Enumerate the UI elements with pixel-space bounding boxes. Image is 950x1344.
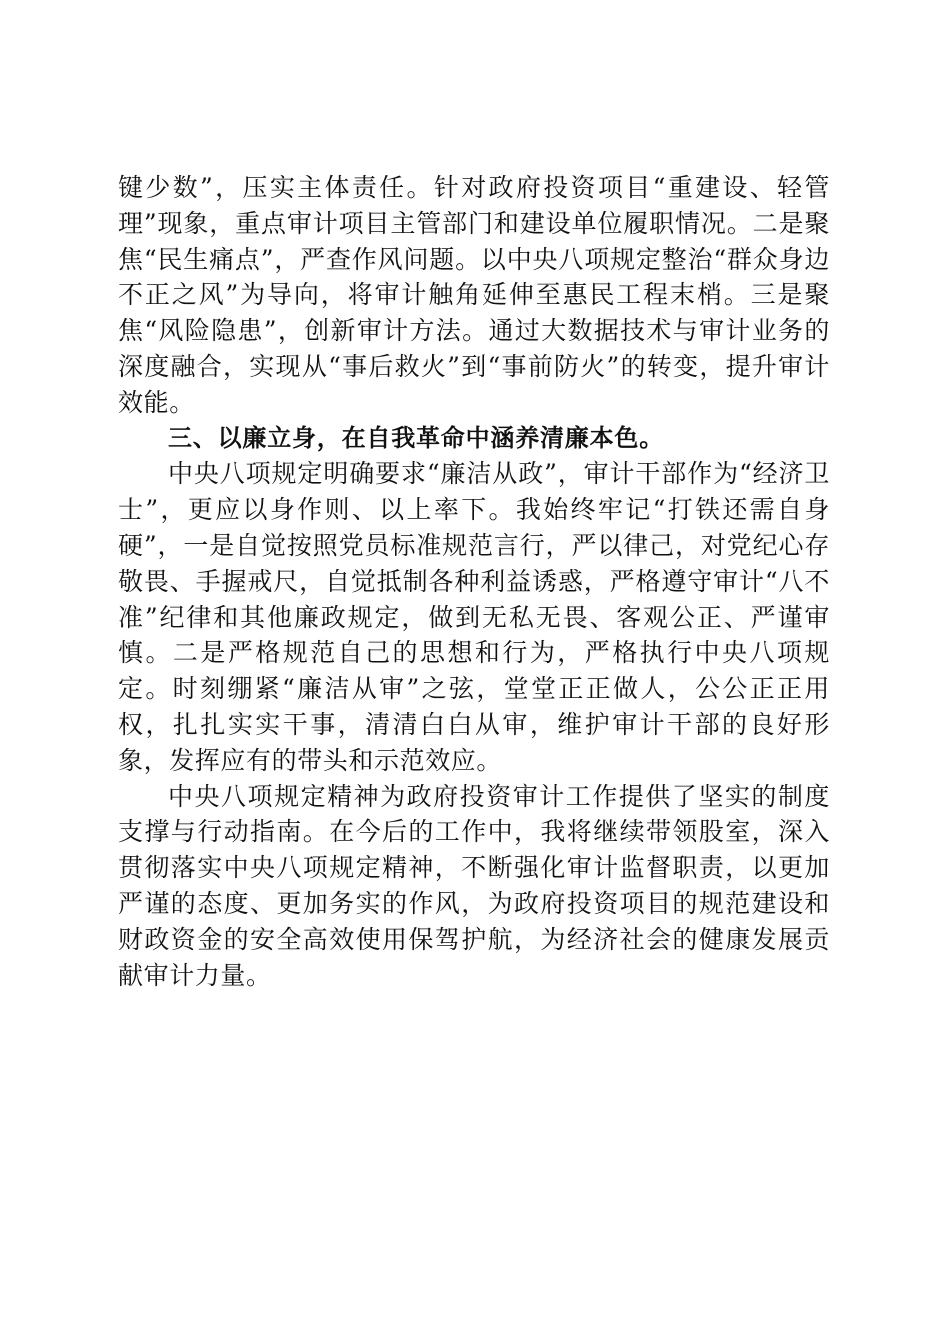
paragraph-integrity: 中央八项规定明确要求“廉洁从政”，审计干部作为“经济卫士”，更应以身作则、以上率下。我始终牢记“打铁还需自身硬”，一是自觉按照党员标准规范言行，严以律己，对党纪心存敬畏、手握戒尺，自觉抵制各种利益诱惑，严格遵守审计“八不准”纪律和其他廉政规定，做到无私无畏、客观公正、严谨审慎。二是严格规范自己的思想和行为，严格执行中央八项规定。时刻绷紧“廉洁从审”之弦，堂堂正正做人，公公正正用权，扎扎实实干事，清清白白从审，维护审计干部的良好形象，发挥应有的带头和示范效应。 — [118, 459, 830, 775]
paragraph-continued: 键少数”，压实主体责任。针对政府投资项目“重建设、轻管理”现象，重点审计项目主管部门和建设单位履职情况。二是聚焦“民生痛点”，严查作风问题。以中央八项规定整治“群众身边不正之风”为导向，将审计触角延伸至惠民工程末梢。三是聚焦“风险隐患”，创新审计方法。通过大数据技术与审计业务的深度融合，实现从“事后救火”到“事前防火”的转变，提升审计效能。 — [118, 173, 830, 417]
section-heading-three: 三、以廉立身，在自我革命中涵养清廉本色。 — [168, 423, 664, 452]
document-body — [118, 170, 830, 993]
paragraph-conclusion: 中央八项规定精神为政府投资审计工作提供了坚实的制度支撑与行动指南。在今后的工作中，我将继续带领股室，深入贯彻落实中央八项规定精神，不断强化审计监督职责，以更加严谨的态度、更加务实的作风，为政府投资项目的规范建设和财政资金的安全高效使用保驾护航，为经济社会的健康发展贡献审计力量。 — [118, 781, 830, 990]
